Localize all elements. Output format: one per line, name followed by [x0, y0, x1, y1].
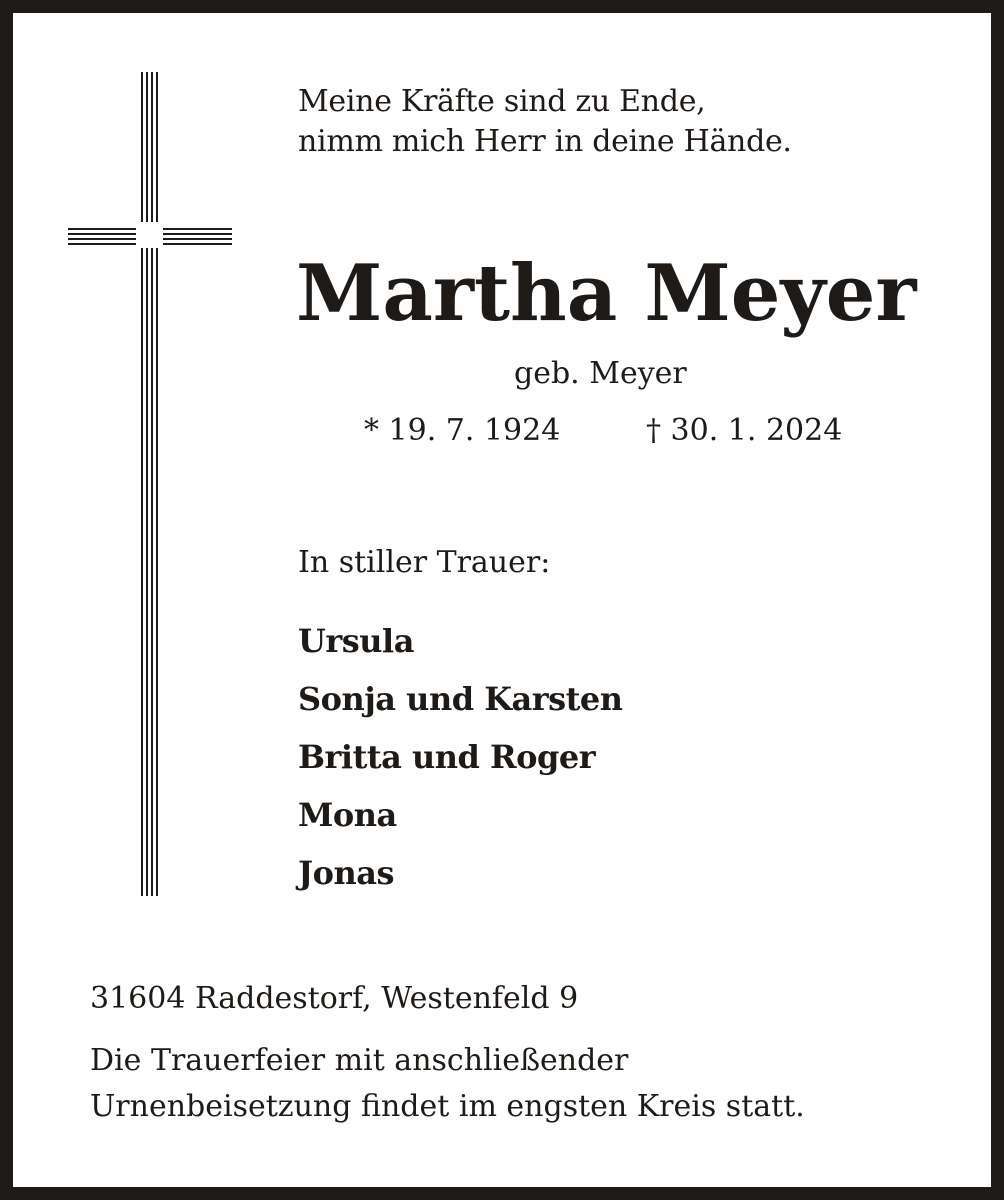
mourner-item: Britta und Roger: [298, 738, 596, 776]
verse-line-2: nimm mich Herr in deine Hände.: [298, 124, 792, 159]
address: 31604 Raddestorf, Westenfeld 9: [90, 981, 579, 1016]
born-name: geb. Meyer: [514, 356, 687, 391]
birth-date: * 19. 7. 1924: [364, 413, 561, 448]
funeral-note-line-2: Urnenbeisetzung findet im engsten Kreis statt.: [90, 1089, 805, 1124]
mourner-item: Ursula: [298, 622, 414, 660]
mourner-item: Mona: [298, 796, 397, 834]
death-date: † 30. 1. 2024: [646, 413, 843, 448]
verse: [298, 82, 792, 162]
mourner-item: Sonja und Karsten: [298, 680, 623, 718]
funeral-note-line-1: Die Trauerfeier mit anschließender: [90, 1043, 629, 1078]
deceased-name: Martha Meyer: [296, 248, 917, 339]
mourner-item: Jonas: [298, 854, 394, 892]
cross-icon: [66, 72, 234, 898]
verse-line-1: Meine Kräfte sind zu Ende,: [298, 84, 706, 119]
mourning-intro: In stiller Trauer:: [298, 545, 551, 580]
funeral-note: [90, 1038, 805, 1130]
mourners-list: [298, 612, 623, 902]
